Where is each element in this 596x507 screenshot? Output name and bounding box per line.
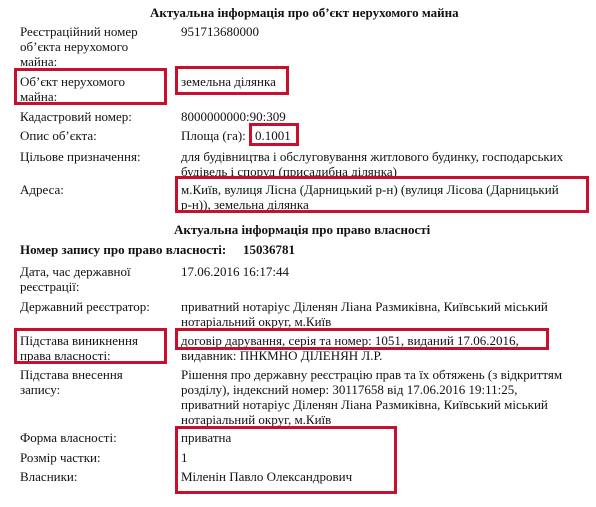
- purpose-label: Цільове призначення:: [20, 149, 141, 164]
- object-label-1: Об’єкт нерухомого: [20, 74, 126, 89]
- address-value-1: м.Київ, вулиця Лісна (Дарницький р-н) (вулиця Лісова (Дарницький: [181, 182, 559, 197]
- basis-value-1: договір дарування, серія та номер: 1051, виданий 17.06.2016,: [181, 333, 519, 348]
- registrar-value-2: нотаріальний округ, м.Київ: [181, 314, 332, 329]
- owners-value: Міленін Павло Олександрович: [181, 469, 353, 484]
- ownership-form-label: Форма власності:: [20, 430, 117, 445]
- address-label: Адреса:: [20, 182, 64, 197]
- registrar-value-1: приватний нотаріус Діленян Ліана Размиківна, Київський міський: [181, 299, 548, 314]
- description-label: Опис об’єкта:: [20, 128, 97, 143]
- entry-basis-value-1: Рішення про державну реєстрацію прав та їх обтяжень (з відкриттям: [181, 367, 563, 382]
- basis-label-1: Підстава виникнення: [20, 333, 138, 348]
- registrar-label: Державний реєстратор:: [20, 299, 150, 314]
- record-value: 15036781: [243, 242, 295, 257]
- purpose-value-1: для будівництва і обслуговування житлового будинку, господарських: [181, 149, 564, 164]
- address-value-2: р-н)), земельна ділянка: [181, 197, 309, 212]
- reg-number-label-2: об’єкта нерухомого: [20, 39, 129, 54]
- entry-basis-label-1: Підстава внесення: [20, 367, 123, 382]
- reg-number-label-3: майна:: [20, 54, 58, 69]
- record-label: Номер запису про право власності:: [20, 242, 227, 257]
- ownership-form-value: приватна: [181, 430, 232, 445]
- description-prefix: Площа (га):: [181, 128, 246, 143]
- description-area: 0.1001: [255, 128, 291, 143]
- date-label-2: реєстрації:: [20, 279, 80, 294]
- object-label-2: майна:: [20, 89, 58, 104]
- share-label: Розмір частки:: [20, 450, 101, 465]
- entry-basis-label-2: запису:: [20, 382, 61, 397]
- share-value: 1: [181, 450, 188, 465]
- basis-label-2: права власності:: [20, 348, 111, 363]
- basis-value-2: видавник: ПНКМНО ДІЛЕНЯН Л.Р.: [181, 348, 383, 363]
- entry-basis-value-3: приватний нотаріус Діленян Ліана Размиківна, Київський міський: [181, 397, 548, 412]
- cadastral-value: 8000000000:90:309: [181, 109, 286, 124]
- entry-basis-value-4: нотаріальний округ, м.Київ: [181, 412, 332, 427]
- owners-label: Власники:: [20, 469, 78, 484]
- date-label-1: Дата, час державної: [20, 264, 131, 279]
- date-value: 17.06.2016 16:17:44: [181, 264, 289, 279]
- entry-basis-value-2: розділу), індексний номер: 30117658 від 17.06.2016 19:11:25,: [181, 382, 518, 397]
- rights-section-title: Актуальна інформація про право власності: [174, 222, 431, 237]
- object-value: земельна ділянка: [181, 74, 276, 89]
- purpose-value-2: будівель і споруд (присадибна ділянка): [181, 164, 397, 179]
- page-title: Актуальна інформація про об’єкт нерухомого майна: [150, 5, 459, 20]
- reg-number-value: 951713680000: [181, 24, 259, 39]
- reg-number-label-1: Реєстраційний номер: [20, 24, 138, 39]
- cadastral-label: Кадастровий номер:: [20, 109, 132, 124]
